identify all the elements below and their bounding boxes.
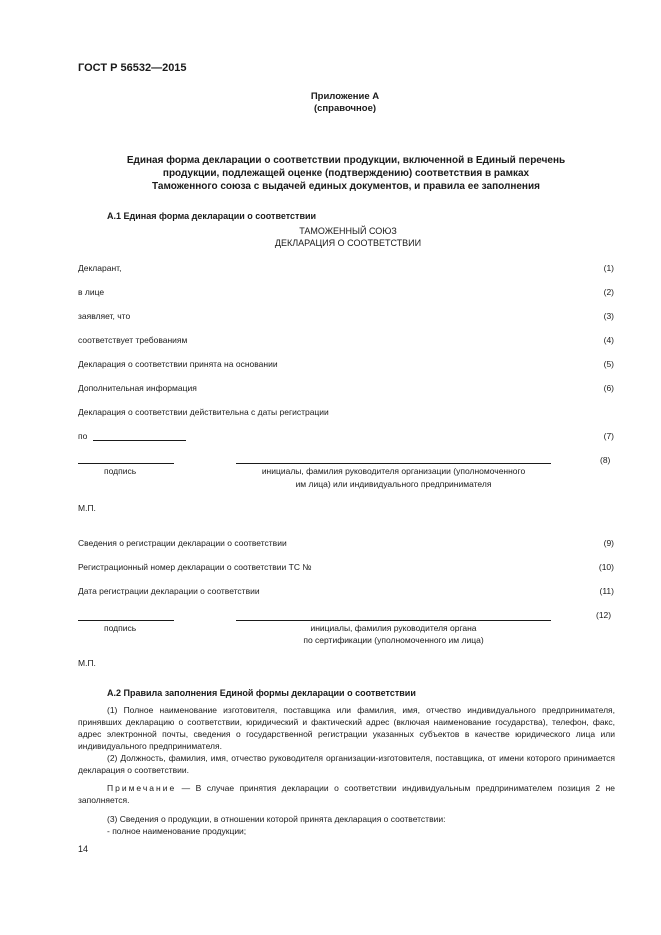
paragraph [78, 813, 615, 825]
document-title-line: Единая форма декларации о соответствии продукции, включенной в Единый перечень [126, 155, 566, 166]
date-fill-line [93, 440, 186, 441]
list-item-text: - полное наименование продукции; [107, 826, 247, 836]
form-row [78, 586, 614, 598]
form-row [78, 383, 614, 395]
form-row-number: (1) [603, 263, 614, 273]
form-row [78, 538, 614, 550]
form-row-number: (2) [603, 287, 614, 297]
paragraph-text: (2) Должность, фамилия, имя, отчество руководителя организации-изготовителя, поставщика, от имени которого принимается декларация о соответствии. [78, 753, 615, 775]
form-row-number: (10) [598, 562, 614, 572]
section-a1-heading: А.1 Единая форма декларации о соответствии [107, 211, 317, 221]
form-row-label: Сведения о регистрации декларации о соответствии [78, 538, 287, 548]
form-row-number: (9) [603, 538, 614, 548]
form-row-label: Декларация о соответствии принята на основании [78, 359, 278, 369]
form-row [78, 562, 614, 574]
document-title-line: продукции, подлежащей оценке (подтверждению) соответствия в рамках [162, 168, 530, 179]
form-row-number: (8) [600, 455, 611, 465]
form-row-number: (5) [603, 359, 614, 369]
form-row-number: (3) [603, 311, 614, 321]
name-caption-line: инициалы, фамилия руководителя органа [310, 623, 477, 633]
signature-caption: подпись [104, 466, 137, 476]
standard-number: ГОСТ Р 56532—2015 [78, 62, 187, 74]
form-row-label: Регистрационный номер декларации о соответствии ТС № [78, 562, 312, 572]
form-row-number: (6) [603, 383, 614, 393]
form-row-number: (12) [596, 610, 612, 620]
form-row-label: заявляет, что [78, 311, 131, 321]
name-line [236, 620, 551, 621]
form-row-label: в лице [78, 287, 105, 297]
form-row [78, 263, 614, 275]
declaration-title: ДЕКЛАРАЦИЯ О СООТВЕТСТВИИ [274, 238, 422, 248]
stamp-label: М.П. [78, 503, 96, 513]
form-row [78, 335, 614, 347]
form-row [78, 407, 614, 419]
note-label: Примечание [107, 783, 177, 793]
page-number: 14 [78, 844, 89, 854]
form-row [78, 431, 614, 443]
paragraph [78, 752, 615, 776]
paragraph-text: (1) Полное наименование изготовителя, поставщика или фамилия, имя, отчество индивидуального предпринимателя, принявших декларацию о соответствии, юридический и фактический адрес (включая наименование государства), телефон, факс, адрес электронной почты, сведения о государственной регистрации указанных субъектов в качестве юридического лица или индивидуального предпринимателя. [78, 705, 615, 751]
paragraph-text: (3) Сведения о продукции, в отношении которой принята декларация о соответствии: [107, 814, 446, 824]
form-row-label: Дополнительная информация [78, 383, 197, 393]
form-row-label: по [78, 431, 88, 441]
document-title-line: Таможенного союза с выдачей единых документов, и правила ее заполнения [152, 181, 540, 192]
name-caption-line: им лица) или индивидуального предпринимателя [295, 479, 492, 489]
form-row-label: соответствует требованиям [78, 335, 188, 345]
section-a2-heading: А.2 Правила заполнения Единой формы декларации о соответствии [107, 688, 416, 698]
note-text: — В случае принятия декларации о соответствии индивидуальным предпринимателем позиция 2 не заполняется. [78, 783, 615, 805]
note-paragraph [78, 782, 615, 806]
form-row [78, 287, 614, 299]
signature-caption: подпись [104, 623, 137, 633]
name-caption-line: по сертификации (уполномоченного им лица) [303, 635, 484, 645]
form-row [78, 311, 614, 323]
form-row [78, 359, 614, 371]
customs-union-title: ТАМОЖЕННЫЙ СОЮЗ [299, 226, 397, 236]
list-item [78, 825, 615, 837]
paragraph [78, 704, 615, 752]
form-row-number: (4) [603, 335, 614, 345]
document-title [70, 154, 622, 193]
name-caption-line: инициалы, фамилия руководителя организации (уполномоченного [261, 466, 526, 476]
signature-line [78, 463, 174, 464]
name-line [236, 463, 551, 464]
form-row-label: Дата регистрации декларации о соответствии [78, 586, 260, 596]
signature-line [78, 620, 174, 621]
form-row-label: Декларация о соответствии действительна с даты регистрации [78, 407, 329, 417]
appendix-title: Приложение А [310, 91, 380, 102]
form-row-number: (11) [599, 586, 614, 596]
appendix-subtitle: (справочное) [313, 103, 377, 114]
stamp-label: М.П. [78, 658, 96, 668]
form-row-label: Декларант, [78, 263, 122, 273]
form-row-number: (7) [603, 431, 614, 441]
